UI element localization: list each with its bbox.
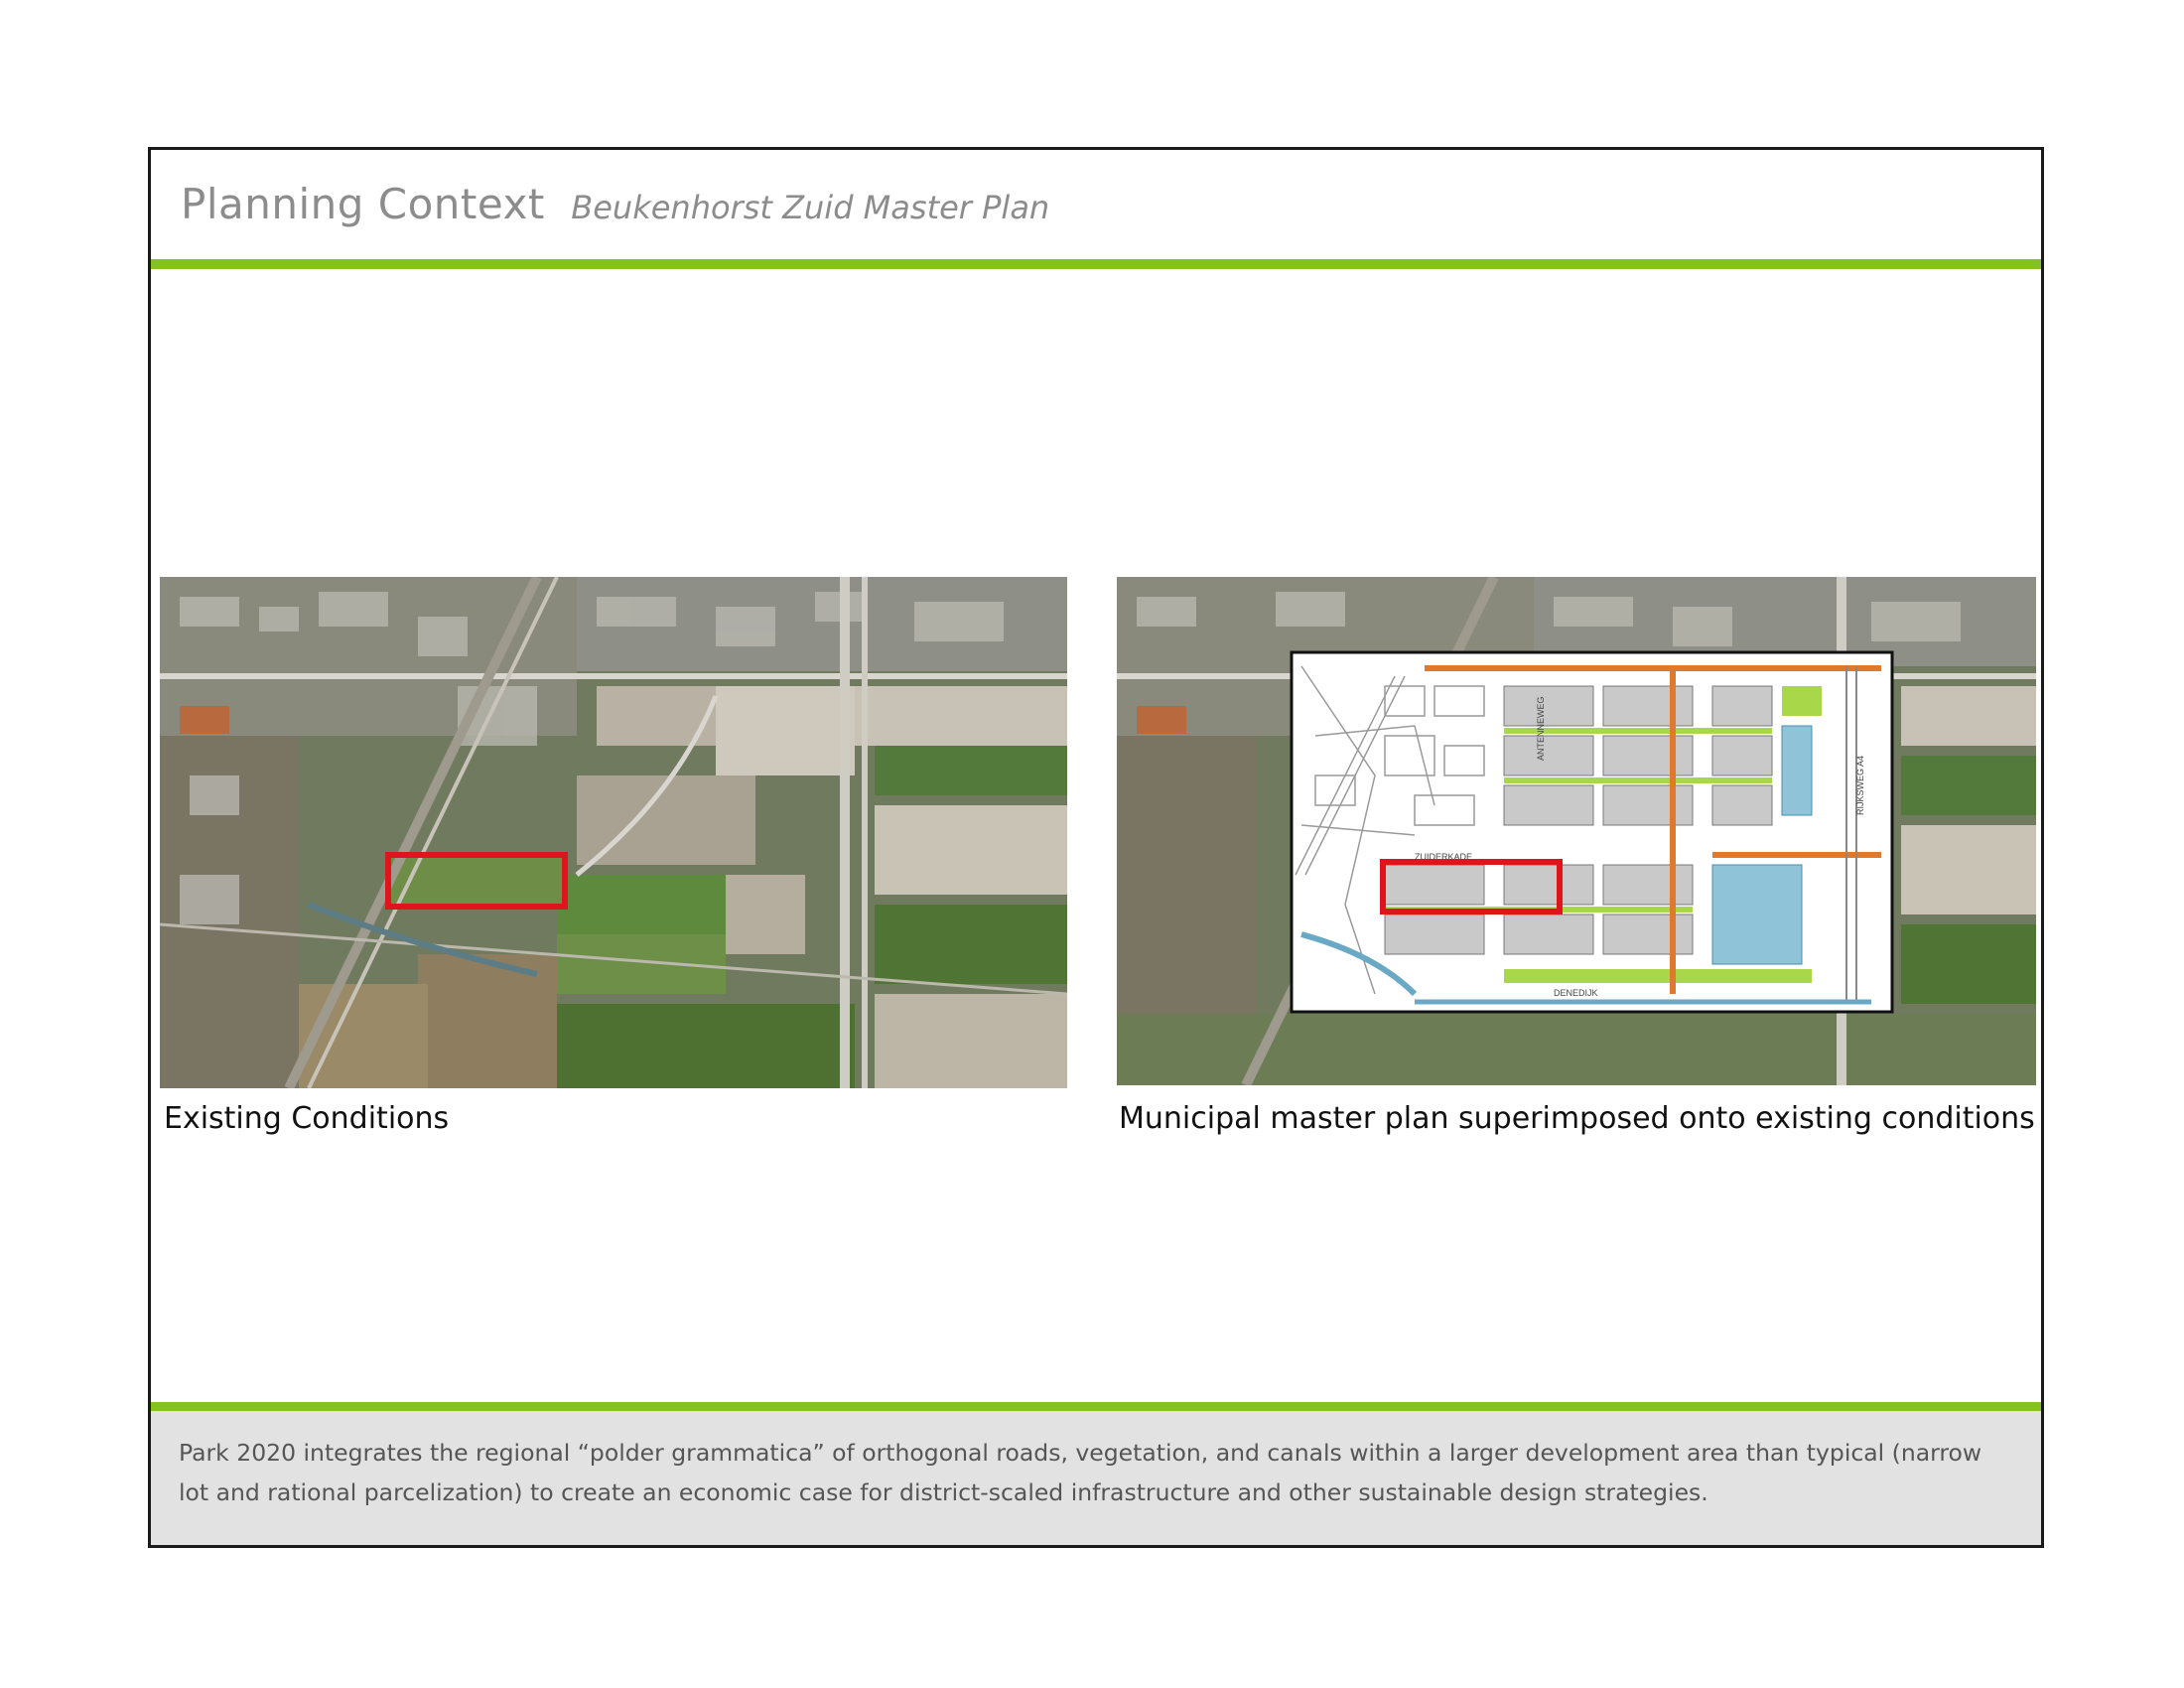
plan-road-label-b: RIJKSWEG A4 — [1855, 755, 1865, 815]
figure-caption-existing: Existing Conditions — [164, 1101, 450, 1136]
footer-panel — [151, 1411, 2041, 1548]
figure-caption-master-plan: Municipal master plan superimposed onto existing conditions — [1119, 1101, 2035, 1136]
page-subtitle: Beukenhorst Zuid Master Plan — [571, 189, 1050, 226]
page-frame — [148, 147, 2044, 1548]
page-header — [181, 180, 1049, 228]
plan-road-label-d: DENEDIJK — [1554, 988, 1598, 998]
master-plan-drawing — [1292, 652, 1892, 1012]
existing-conditions-aerial — [160, 577, 1067, 1088]
page-title: Planning Context — [181, 180, 545, 228]
footer-description: Park 2020 integrates the regional “polder grammatica” of orthogonal roads, vegetation, and canals within a larger development area than typical (narrow lot and rational parcelization) to create an economic case for district-scaled infrastructure and other sustainable design strategies. — [179, 1439, 1982, 1506]
header-divider — [151, 259, 2041, 269]
plan-road-label-a: ANTENNEWEG — [1536, 696, 1546, 761]
footer-divider — [151, 1402, 2041, 1411]
plan-road-label-c: ZUIDERKADE — [1415, 852, 1473, 862]
master-plan-overlay-aerial — [1117, 577, 2036, 1085]
